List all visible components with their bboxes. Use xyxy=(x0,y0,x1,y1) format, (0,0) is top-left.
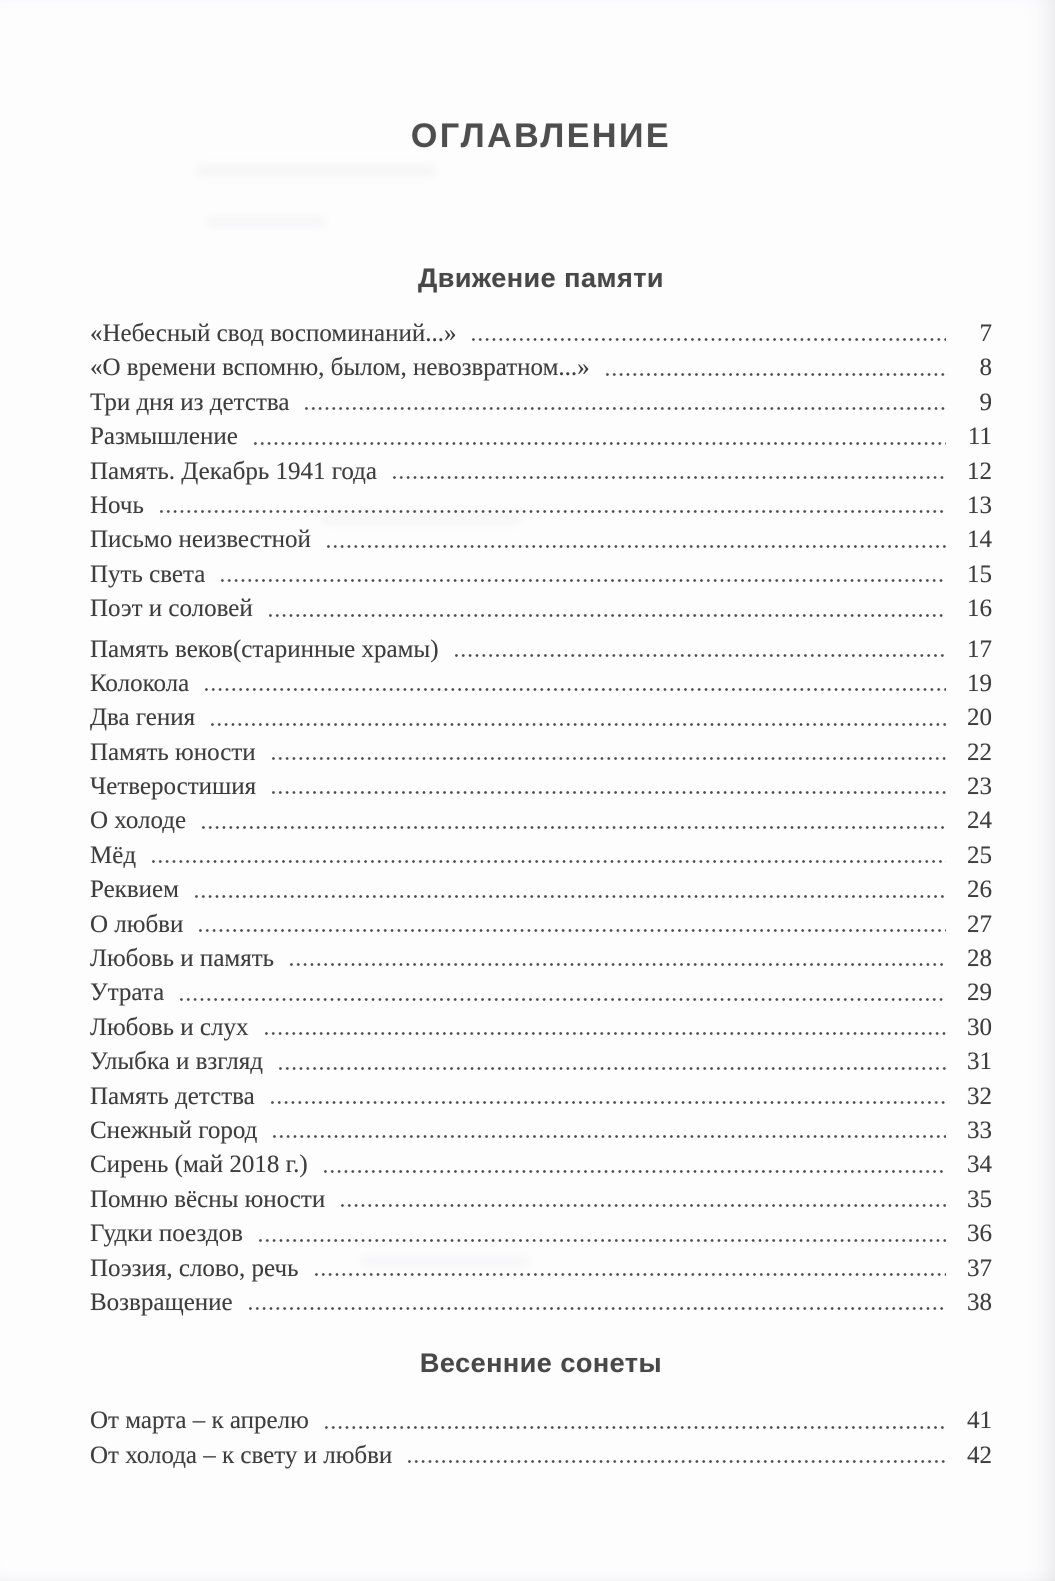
toc-entry-title: Путь света xyxy=(90,560,206,588)
dot-leader xyxy=(470,337,946,342)
toc-entry-page-number: 41 xyxy=(967,1407,992,1435)
toc-entry xyxy=(90,386,992,420)
toc-entry-title: Память веков(старинные храмы) xyxy=(90,635,439,663)
toc-entry-title: «Небесный свод воспоминаний...» xyxy=(90,320,457,347)
toc-entry-title: Реквием xyxy=(90,876,179,904)
dot-leader xyxy=(150,859,946,864)
toc-entry-title: Любовь и слух xyxy=(90,1013,249,1041)
toc-entry-page-number: 26 xyxy=(967,876,992,904)
toc-entry-page-number: 20 xyxy=(967,704,992,732)
toc-entry xyxy=(90,489,992,523)
page-title: ОГЛАВЛЕНИЕ xyxy=(410,117,672,155)
dot-leader xyxy=(303,406,946,411)
dot-leader xyxy=(247,1306,946,1311)
dot-leader xyxy=(252,441,946,446)
toc-entry xyxy=(90,839,992,873)
toc-entry xyxy=(90,770,992,804)
toc-entry-title: Письмо неизвестной xyxy=(90,526,311,554)
toc-entry-page-number: 38 xyxy=(967,1288,992,1316)
toc-entry-title: Улыбка и взгляд xyxy=(90,1048,263,1076)
dot-leader xyxy=(203,687,946,692)
dot-leader xyxy=(263,1031,946,1036)
toc-entry-page-number: 30 xyxy=(967,1013,992,1041)
toc-entry-page-number: 22 xyxy=(967,738,992,766)
toc-entry xyxy=(90,1080,992,1114)
toc-list xyxy=(90,317,992,1320)
toc-entry xyxy=(90,736,992,770)
toc-entry-page-number: 36 xyxy=(967,1220,992,1248)
dot-leader xyxy=(257,1238,946,1243)
toc-entry-title: Четверостишия xyxy=(90,773,257,801)
toc-section xyxy=(90,1347,992,1473)
toc-entry-title: Помню вёсны юности xyxy=(90,1185,326,1213)
toc-entry xyxy=(90,976,992,1010)
dot-leader xyxy=(271,1134,946,1139)
toc-entry xyxy=(90,592,992,626)
dot-leader xyxy=(270,790,946,795)
dot-leader xyxy=(325,544,946,549)
toc-entry xyxy=(90,558,992,592)
dot-leader xyxy=(391,475,946,480)
toc-entry xyxy=(90,317,992,351)
toc-entry xyxy=(90,455,992,489)
toc-entry-page-number: 28 xyxy=(967,945,992,973)
dot-leader xyxy=(269,1100,946,1105)
toc-entry-page-number: 37 xyxy=(967,1254,992,1282)
toc-entry-title: Память юности xyxy=(90,738,256,766)
dot-leader xyxy=(277,1066,946,1071)
toc-entry-page-number: 12 xyxy=(967,457,992,485)
section-heading: Движение памяти xyxy=(417,263,665,293)
toc-entry xyxy=(90,523,992,557)
toc-entry-page-number: 25 xyxy=(967,841,992,869)
toc-entry xyxy=(90,1011,992,1045)
toc-entry xyxy=(90,908,992,942)
toc-entry-title: Размышление xyxy=(90,423,238,451)
toc-entry-page-number: 27 xyxy=(967,910,992,938)
dot-leader xyxy=(453,653,946,658)
toc-entry xyxy=(90,1045,992,1079)
toc-entry xyxy=(90,1148,992,1182)
dot-leader xyxy=(604,372,946,377)
toc-entry-page-number: 15 xyxy=(967,560,992,588)
toc-entry-title: Сирень (май 2018 г.) xyxy=(90,1151,308,1179)
toc-entry-title: Утрата xyxy=(90,979,165,1007)
toc-entry-page-number: 17 xyxy=(967,635,992,663)
toc-entry xyxy=(90,1217,992,1251)
toc-entry-title: Гудки поездов xyxy=(90,1220,243,1248)
toc-entry-page-number: 32 xyxy=(967,1082,992,1110)
toc-entry xyxy=(90,1183,992,1217)
dot-leader xyxy=(313,1272,947,1277)
toc-entry-title: Ночь xyxy=(90,491,144,519)
toc-entry-page-number: 34 xyxy=(967,1151,992,1179)
toc-entry-title: Три дня из детства xyxy=(90,388,290,416)
toc-entry-title: Два гения xyxy=(90,704,196,732)
toc-entry xyxy=(90,1286,992,1320)
toc-entry xyxy=(90,667,992,701)
toc-entry-title: Память детства xyxy=(90,1082,255,1110)
table-of-contents xyxy=(90,262,992,1473)
toc-entry-title: Колокола xyxy=(90,669,190,697)
toc-entry xyxy=(90,351,992,385)
dot-leader xyxy=(158,509,946,514)
dot-leader xyxy=(178,997,946,1002)
toc-entry-page-number: 35 xyxy=(967,1185,992,1213)
toc-entry-title: Снежный город xyxy=(90,1116,258,1144)
dot-leader xyxy=(270,756,946,761)
toc-entry-page-number: 24 xyxy=(967,807,992,835)
toc-entry-page-number: 8 xyxy=(979,354,992,382)
dot-leader xyxy=(219,578,946,583)
toc-entry-title: О любви xyxy=(90,910,184,938)
dot-leader xyxy=(267,613,946,618)
toc-entry-title: Память. Декабрь 1941 года xyxy=(90,457,377,485)
toc-entry-title: «О времени вспомню, былом, невозвратном...» xyxy=(90,354,590,382)
section-heading: Весенние сонеты xyxy=(419,1348,663,1379)
toc-entry xyxy=(90,1439,992,1473)
toc-entry-page-number: 16 xyxy=(967,595,992,623)
toc-entry-page-number: 14 xyxy=(967,526,992,554)
toc-entry-page-number: 42 xyxy=(967,1441,992,1469)
toc-section xyxy=(90,262,992,1320)
toc-entry xyxy=(90,1252,992,1286)
dot-leader xyxy=(339,1203,946,1208)
toc-entry-title: Любовь и память xyxy=(90,945,275,973)
dot-leader xyxy=(323,1425,946,1430)
toc-entry-title: Поэт и соловей xyxy=(90,595,253,623)
toc-entry-title: Возвращение xyxy=(90,1288,233,1316)
dot-leader xyxy=(197,928,946,933)
toc-entry-page-number: 9 xyxy=(979,388,992,416)
toc-entry xyxy=(90,1404,992,1438)
toc-entry-title: От марта – к апрелю xyxy=(90,1407,309,1435)
toc-entry-page-number: 23 xyxy=(967,773,992,801)
toc-entry xyxy=(90,1114,992,1148)
toc-entry xyxy=(90,804,992,838)
dot-leader xyxy=(193,894,946,899)
toc-entry xyxy=(90,420,992,454)
toc-entry-title: От холода – к свету и любви xyxy=(90,1441,393,1469)
toc-entry xyxy=(90,942,992,976)
toc-entry-page-number: 33 xyxy=(967,1116,992,1144)
dot-leader xyxy=(322,1169,946,1174)
toc-entry-title: Поэзия, слово, речь xyxy=(90,1254,299,1282)
toc-entry-page-number: 29 xyxy=(967,979,992,1007)
dot-leader xyxy=(288,962,946,967)
toc-entry-page-number: 19 xyxy=(967,669,992,697)
toc-entry xyxy=(90,633,992,667)
toc-entry-page-number: 7 xyxy=(979,320,992,347)
toc-entry-page-number: 11 xyxy=(967,423,992,451)
dot-leader xyxy=(406,1459,946,1464)
bleed-through-artifact xyxy=(196,164,436,177)
toc-entry-title: О холоде xyxy=(90,807,187,835)
toc-entry-page-number: 31 xyxy=(967,1048,992,1076)
bleed-through-artifact xyxy=(206,216,326,228)
dot-leader xyxy=(209,722,946,727)
toc-entry-page-number: 13 xyxy=(967,491,992,519)
dot-leader xyxy=(200,825,946,830)
toc-entry-title: Мёд xyxy=(90,841,137,869)
toc-entry xyxy=(90,701,992,735)
toc-entry xyxy=(90,873,992,907)
toc-list xyxy=(90,1404,992,1473)
